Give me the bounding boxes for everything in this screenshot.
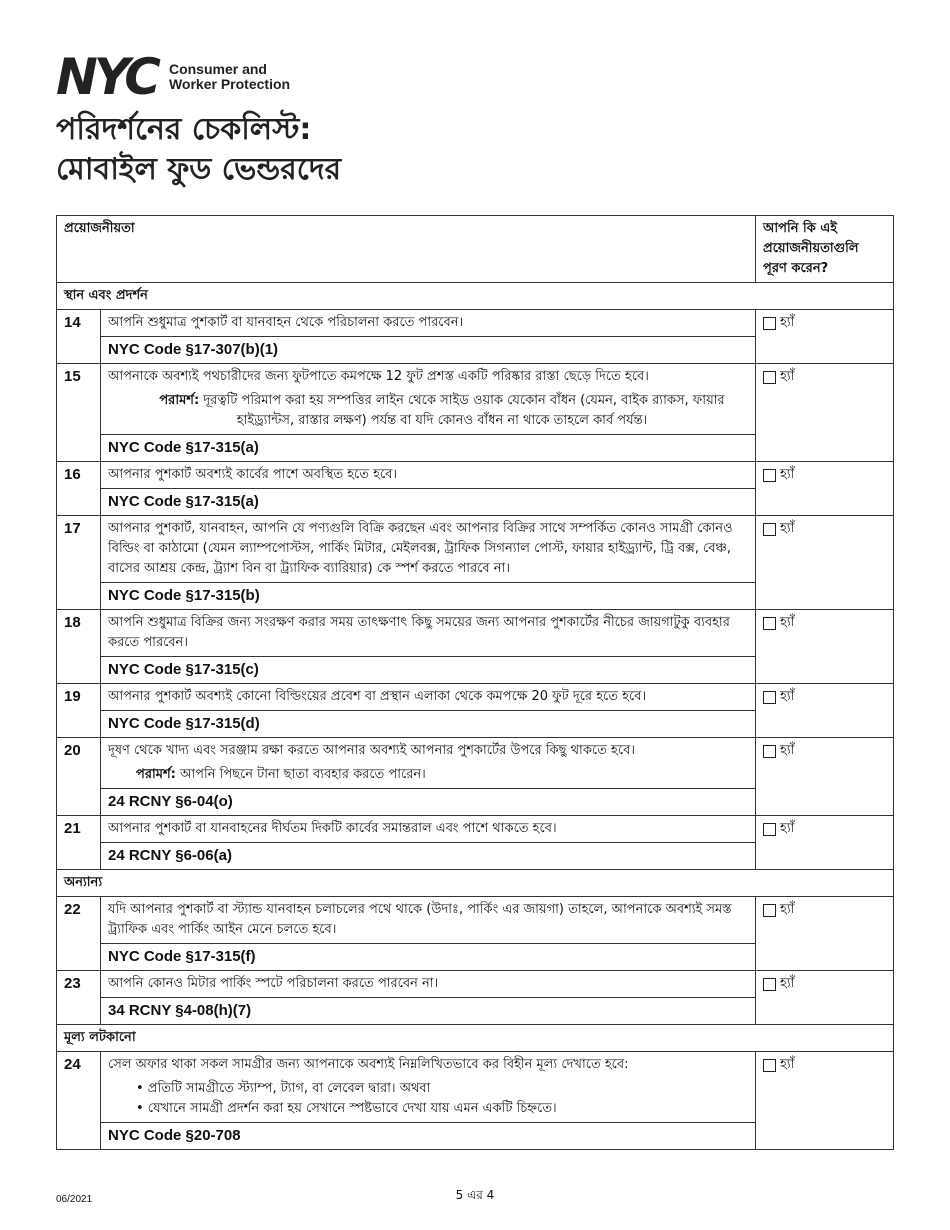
row-number: 20 (57, 738, 101, 816)
checkbox-icon[interactable] (763, 1059, 776, 1072)
requirement-text: আপনার পুশকার্ট অবশ্যই কার্বের পাশে অবস্থিত হতে হবে। (101, 462, 756, 489)
checkbox-icon[interactable] (763, 371, 776, 384)
answer-cell (756, 1052, 894, 1150)
page-title (56, 110, 341, 190)
yes-label: হ্যাঁ (780, 369, 795, 384)
requirement-text: আপনি কোনও মিটার পার্কিং স্পটে পরিচালনা করতে পারবেন না। (101, 971, 756, 998)
yes-checkbox[interactable] (763, 367, 886, 387)
yes-checkbox[interactable] (763, 613, 886, 633)
yes-label: হ্যাঁ (780, 315, 795, 330)
answer-cell (756, 462, 894, 516)
checkbox-icon[interactable] (763, 317, 776, 330)
yes-checkbox[interactable] (763, 741, 886, 761)
legal-code: NYC Code §17-315(c) (101, 657, 756, 684)
legal-code: 24 RCNY §6-06(a) (101, 843, 756, 870)
requirement-text: যদি আপনার পুশকার্ট বা স্ট্যান্ড যানবাহন চলাচলের পথে থাকে (উদাঃ, পার্কিং এর জায়গা) তাহলে, আপনাকে অবশ্যই সমস্ত ট্র্যাফিক এবং পার্কিং আইন মেনে চলতে হবে। (101, 897, 756, 944)
section-other: অন্যান্য (57, 870, 894, 897)
answer-header: আপনি কি এই প্রয়োজনীয়তাগুলি পূরণ করেন? (756, 216, 894, 283)
yes-checkbox[interactable] (763, 465, 886, 485)
tip (108, 391, 748, 431)
agency-name (169, 62, 290, 92)
checkbox-icon[interactable] (763, 904, 776, 917)
section-location-display: স্থান এবং প্রদর্শন (57, 283, 894, 310)
yes-checkbox[interactable] (763, 819, 886, 839)
bullet-item: • যেখানে সামগ্রী প্রদর্শন করা হয় সেখানে স্পষ্টভাবে দেখা যায় এমন একটি চিহ্নতে। (136, 1101, 557, 1116)
title-line-1: পরিদর্শনের চেকলিস্ট: (56, 112, 312, 147)
row-number: 18 (57, 610, 101, 684)
table-row (57, 816, 894, 843)
row-number: 14 (57, 310, 101, 364)
yes-checkbox[interactable] (763, 313, 886, 333)
requirement-text: আপনি শুধুমাত্র বিক্রির জন্য সংরক্ষণ করার সময় তাৎক্ষণাৎ কিছু সময়ের জন্য আপনার পুশকার্টের নীচের জায়গাটুকু ব্যবহার করতে পারবেন। (101, 610, 756, 657)
table-header-row (57, 216, 894, 283)
yes-label: হ্যাঁ (780, 1057, 795, 1072)
legal-code: 24 RCNY §6-04(o) (101, 789, 756, 816)
tip-text: দূরত্বটি পরিমাপ করা হয় সম্পত্তির লাইন থেকে সাইড ওয়াক যেকোন বাঁধন (যেমন, বাইক র‍্যাকস, ফায়ার হাইড্র্যান্টস, রাস্তার লক্ষণ) পর্যন্ত বা যদি কোনও বাঁধন না থাকে তাহলে কার্ব পর্যন্ত। (203, 393, 725, 428)
row-number: 21 (57, 816, 101, 870)
requirement-text: আপনার পুশকার্ট বা যানবাহনের দীর্ঘতম দিকটি কার্বের সমান্তরাল এবং পাশে থাকতে হবে। (101, 816, 756, 843)
requirement-text: আপনার পুশকার্ট অবশ্যই কোনো বিল্ডিংয়ের প্রবেশ বা প্রস্থান এলাকা থেকে কমপক্ষে 20 ফুট দূরে হতে হবে। (101, 684, 756, 711)
tip (108, 765, 748, 785)
row-number: 22 (57, 897, 101, 971)
bullet-item: • প্রতিটি সামগ্রীতে স্ট্যাম্প, ট্যাগ, বা লেবেল দ্বারা। অথবা (136, 1081, 431, 1096)
tip-label: পরামর্শ: (136, 767, 176, 782)
yes-label: হ্যাঁ (780, 902, 795, 917)
legal-code: NYC Code §17-307(b)(1) (101, 337, 756, 364)
table-row (57, 516, 894, 583)
requirement-header: প্রয়োজনীয়তা (57, 216, 756, 283)
checklist-table (56, 215, 894, 1150)
yes-label: হ্যাঁ (780, 689, 795, 704)
checkbox-icon[interactable] (763, 523, 776, 536)
legal-code: NYC Code §17-315(a) (101, 435, 756, 462)
title-line-2: মোবাইল ফুড ভেন্ডরদের (56, 152, 342, 187)
yes-label: হ্যাঁ (780, 976, 795, 991)
requirement-text: দূষণ থেকে খাদ্য এবং সরঞ্জাম রক্ষা করতে আপনার অবশ্যই আপনার পুশকার্টের উপরে কিছু থাকতে হবে। (108, 743, 635, 758)
table-row (57, 364, 894, 435)
legal-code: NYC Code §20-708 (101, 1123, 756, 1150)
legal-code: NYC Code §17-315(b) (101, 583, 756, 610)
answer-cell (756, 610, 894, 684)
table-row (57, 971, 894, 998)
row-number: 17 (57, 516, 101, 610)
agency-line-1: Consumer and (168, 61, 267, 77)
yes-checkbox[interactable] (763, 687, 886, 707)
yes-label: হ্যাঁ (780, 521, 795, 536)
requirement-text: আপনার পুশকার্ট, যানবাহন, আপনি যে পণ্যগুলি বিক্রি করছেন এবং আপনার বিক্রির সাথে সম্পর্কিত কোনও সামগ্রী কোনও বিল্ডিং বা কাঠামো (যেমন ল্যাম্পপোস্টস, পার্কিং মিটার, মেইলবক্স, ট্রাফিক সিগন্যাল পোস্ট, ফায়ার হাইড্র্যান্ট, ট্রি বক্স, বেঞ্চ, বাসের আশ্রয় কেন্দ্র, ট্র্যাশ বিন বা ট্র্যাফিক ব্যারিয়ার) কে স্পর্শ করতে পারবে না। (101, 516, 756, 583)
legal-code: NYC Code §17-315(a) (101, 489, 756, 516)
checkbox-icon[interactable] (763, 469, 776, 482)
row-number: 15 (57, 364, 101, 462)
table-row (57, 684, 894, 711)
agency-line-2: Worker Protection (168, 76, 291, 92)
page-number: 5 এর 4 (455, 1188, 495, 1202)
yes-checkbox[interactable] (763, 519, 886, 539)
checkbox-icon[interactable] (763, 745, 776, 758)
bullet-list (108, 1079, 748, 1119)
yes-label: হ্যাঁ (780, 821, 795, 836)
checkbox-icon[interactable] (763, 978, 776, 991)
row-number: 23 (57, 971, 101, 1025)
answer-cell (756, 310, 894, 364)
table-row (57, 310, 894, 337)
revision-date: 06/2021 (56, 1194, 93, 1205)
requirement-text: সেল অফার থাকা সকল সামগ্রীর জন্য আপনাকে অবশ্যই নিম্নলিখিতভাবে কর বিহীন মূল্য দেখাতে হবে: (108, 1057, 629, 1072)
requirement-cell (101, 738, 756, 789)
requirement-text: আপনাকে অবশ্যই পথচারীদের জন্য ফুটপাতে কমপক্ষে 12 ফুট প্রশস্ত একটি পরিষ্কার রাস্তা ছেড়ে দিতে হবে। (108, 369, 649, 384)
yes-checkbox[interactable] (763, 1055, 886, 1075)
table-row (57, 897, 894, 944)
answer-cell (756, 364, 894, 462)
answer-cell (756, 516, 894, 610)
requirement-text: আপনি শুধুমাত্র পুশকার্ট বা যানবাহন থেকে পরিচালনা করতে পারবেন। (101, 310, 756, 337)
requirement-cell (101, 364, 756, 435)
yes-checkbox[interactable] (763, 974, 886, 994)
tip-text: আপনি পিছনে টানা ছাতা ব্যবহার করতে পারেন। (180, 767, 426, 782)
requirement-cell (101, 1052, 756, 1123)
answer-cell (756, 816, 894, 870)
table-row (57, 462, 894, 489)
table-row (57, 1052, 894, 1123)
nyc-logo (56, 48, 291, 106)
row-number: 19 (57, 684, 101, 738)
table-row (57, 738, 894, 789)
checkbox-icon[interactable] (763, 691, 776, 704)
legal-code: NYC Code §17-315(d) (101, 711, 756, 738)
answer-cell (756, 897, 894, 971)
section-price-posting: মূল্য লটকানো (57, 1025, 894, 1052)
legal-code: 34 RCNY §4-08(h)(7) (101, 998, 756, 1025)
yes-checkbox[interactable] (763, 900, 886, 920)
nyc-logo-mark: NYC (56, 48, 157, 106)
row-number: 16 (57, 462, 101, 516)
table-row (57, 610, 894, 657)
answer-cell (756, 971, 894, 1025)
checkbox-icon[interactable] (763, 823, 776, 836)
legal-code: NYC Code §17-315(f) (101, 944, 756, 971)
yes-label: হ্যাঁ (780, 467, 795, 482)
row-number: 24 (57, 1052, 101, 1150)
yes-label: হ্যাঁ (780, 615, 795, 630)
answer-cell (756, 738, 894, 816)
answer-cell (756, 684, 894, 738)
checkbox-icon[interactable] (763, 617, 776, 630)
tip-label: পরামর্শ: (159, 393, 200, 408)
yes-label: হ্যাঁ (780, 743, 795, 758)
